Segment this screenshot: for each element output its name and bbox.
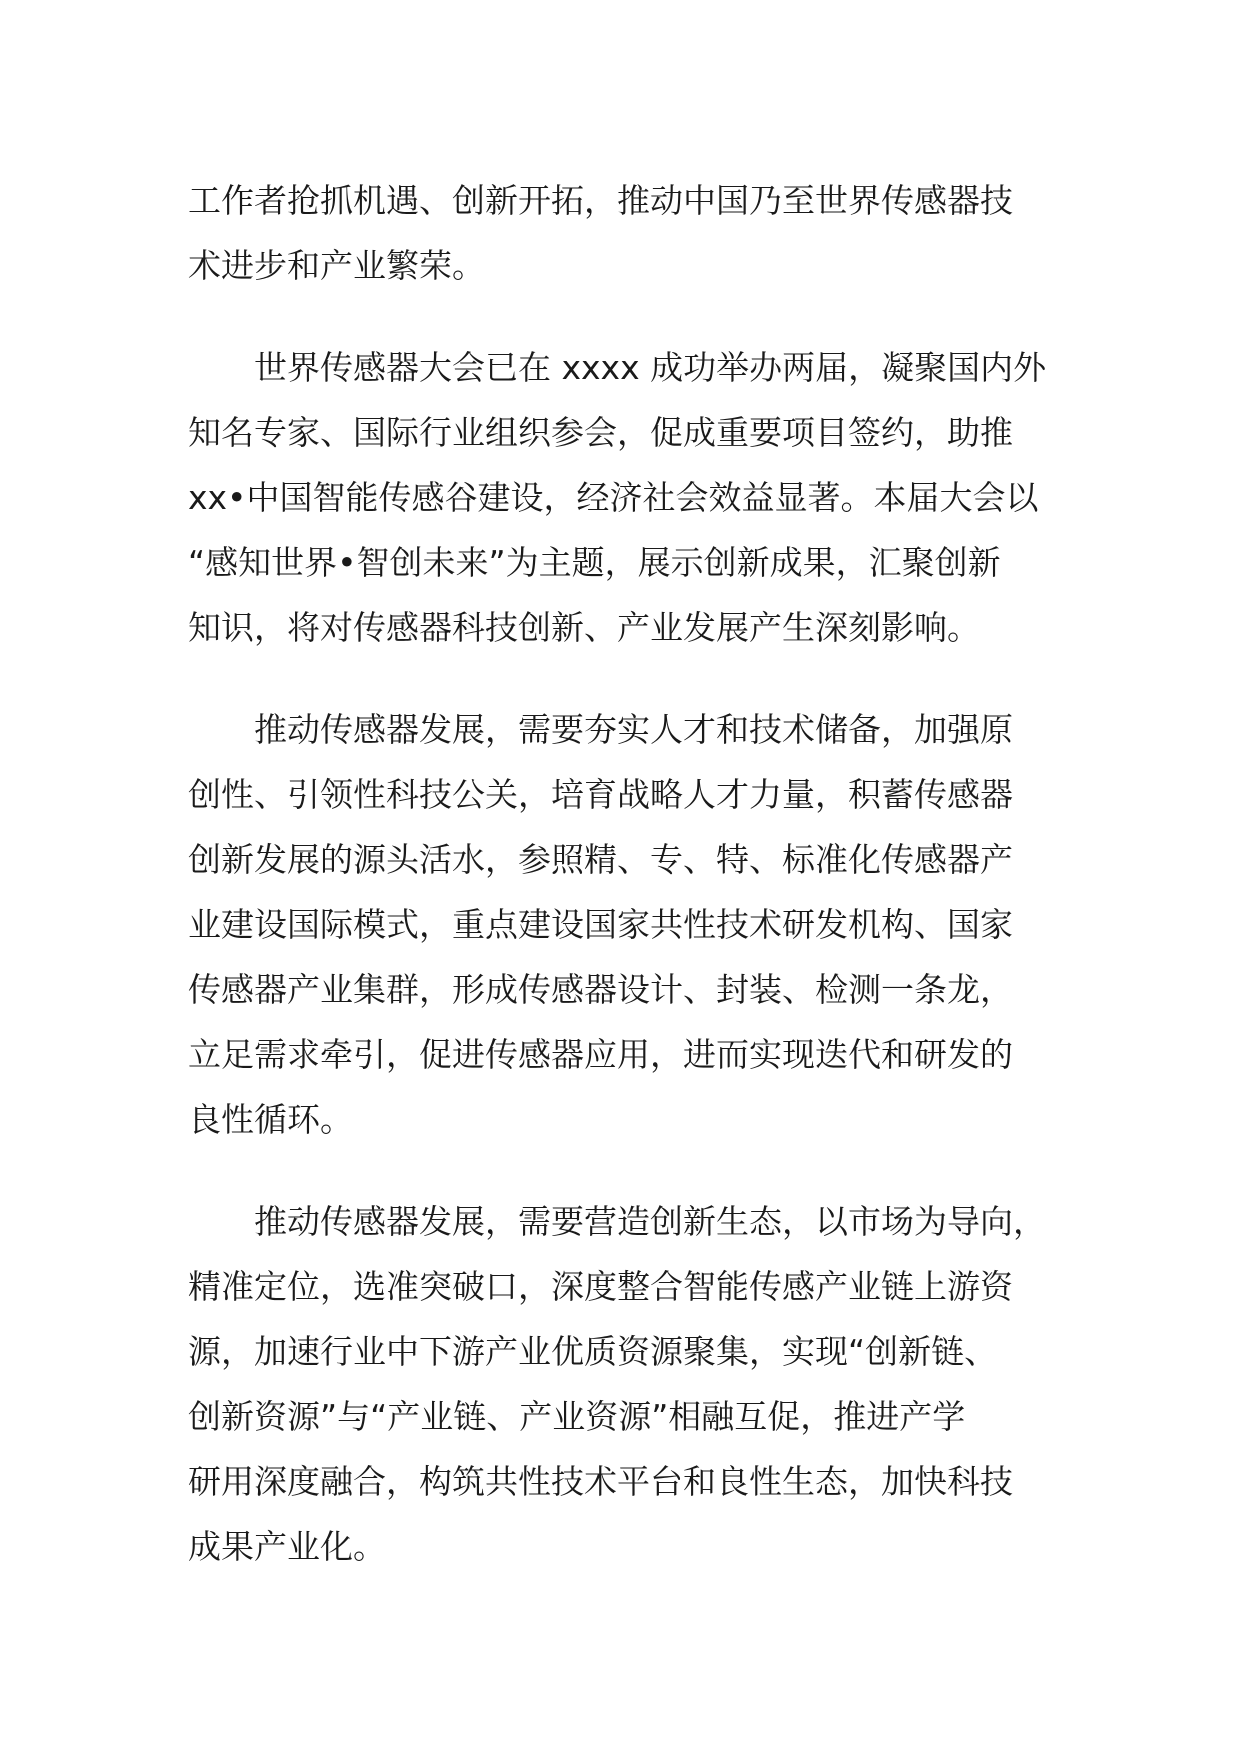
text-line: 知名专家、国际行业组织参会，促成重要项目签约，助推 bbox=[188, 413, 1013, 452]
text-line: xx•中国智能传感谷建设，经济社会效益显著。本届大会以 bbox=[188, 478, 1039, 517]
text-line: 推动传感器发展，需要营造创新生态，以市场为导向， bbox=[188, 1202, 1046, 1241]
paragraph-gap bbox=[188, 298, 1058, 335]
text-line: 创性、引领性科技公关，培育战略人才力量，积蓄传感器 bbox=[188, 775, 1013, 814]
text-line: 推动传感器发展，需要夯实人才和技术储备，加强原 bbox=[188, 710, 1013, 749]
text-line: 精准定位，选准突破口，深度整合智能传感产业链上游资 bbox=[188, 1267, 1013, 1306]
text-line: 立足需求牵引，促进传感器应用，进而实现迭代和研发的 bbox=[188, 1035, 1013, 1074]
text-line: 成果产业化。 bbox=[188, 1527, 386, 1566]
paragraph-gap bbox=[188, 660, 1058, 697]
text-line: 良性循环。 bbox=[188, 1100, 353, 1139]
paragraph-1 bbox=[188, 168, 1058, 298]
text-line: 世界传感器大会已在 xxxx 成功举办两届，凝聚国内外 bbox=[188, 348, 1047, 387]
paragraph-gap bbox=[188, 1152, 1058, 1189]
text-line: 源，加速行业中下游产业优质资源聚集，实现“创新链、 bbox=[188, 1332, 998, 1371]
paragraph-4 bbox=[188, 1189, 1058, 1579]
text-line: 工作者抢抓机遇、创新开拓，推动中国乃至世界传感器技 bbox=[188, 181, 1013, 220]
paragraph-2 bbox=[188, 335, 1058, 660]
paragraph-3 bbox=[188, 697, 1058, 1152]
text-line: 创新资源”与“产业链、产业资源”相融互促，推进产学 bbox=[188, 1397, 966, 1436]
text-line: 业建设国际模式，重点建设国家共性技术研发机构、国家 bbox=[188, 905, 1013, 944]
text-line: 创新发展的源头活水，参照精、专、特、标准化传感器产 bbox=[188, 840, 1013, 879]
text-line: 传感器产业集群，形成传感器设计、封装、检测一条龙， bbox=[188, 970, 1013, 1009]
text-line: 术进步和产业繁荣。 bbox=[188, 246, 485, 285]
document-page bbox=[188, 168, 1058, 1579]
text-line: 知识，将对传感器科技创新、产业发展产生深刻影响。 bbox=[188, 608, 980, 647]
text-line: “感知世界•智创未来”为主题，展示创新成果，汇聚创新 bbox=[188, 543, 1001, 582]
text-line: 研用深度融合，构筑共性技术平台和良性生态，加快科技 bbox=[188, 1462, 1013, 1501]
